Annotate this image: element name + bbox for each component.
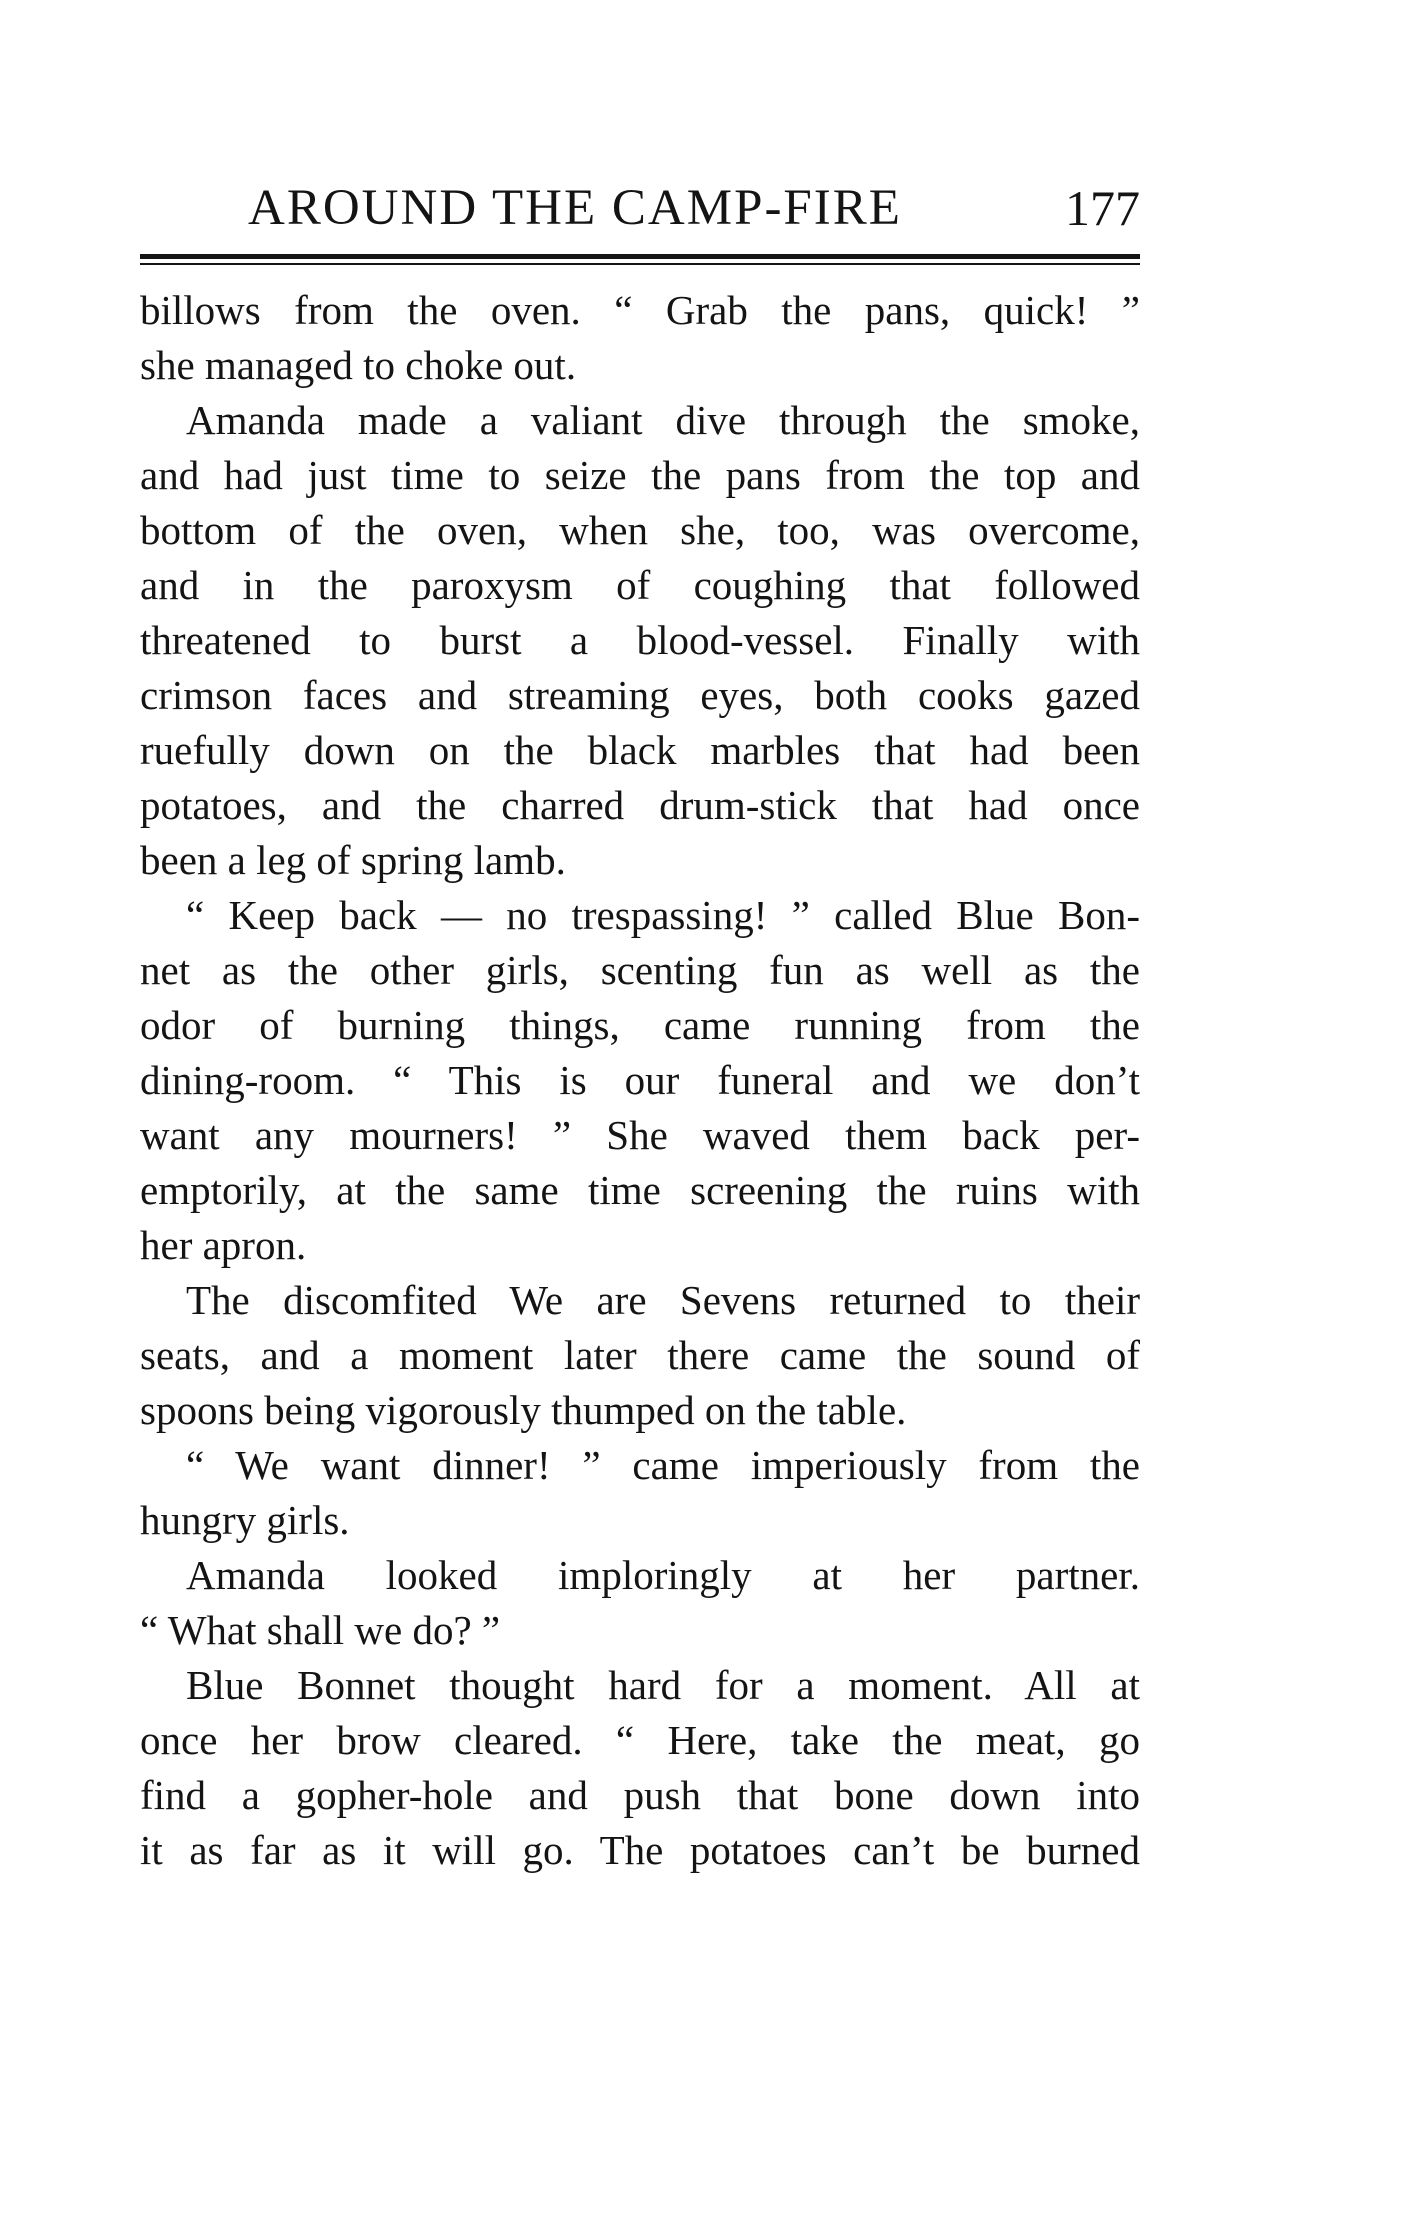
text-line: dining-room. “ This is our funeral and we don’t	[140, 1057, 1140, 1103]
text-line: crimson faces and streaming eyes, both cooks gazed	[140, 672, 1140, 718]
text-line: hungry girls.	[140, 1497, 350, 1543]
text-line: ruefully down on the black marbles that had been	[140, 727, 1140, 773]
running-header	[140, 178, 1140, 238]
text-line: The discomfited We are Sevens returned to their	[186, 1277, 1140, 1323]
text-line: it as far as it will go. The potatoes can’t be burned	[140, 1827, 1140, 1873]
text-line: threatened to burst a blood-vessel. Finally with	[140, 617, 1140, 663]
text-line: and in the paroxysm of coughing that followed	[140, 562, 1140, 608]
text-line: and had just time to seize the pans from the top and	[140, 452, 1140, 498]
text-line: her apron.	[140, 1222, 307, 1268]
body-text	[140, 283, 1140, 1878]
text-line: Blue Bonnet thought hard for a moment. All at	[186, 1662, 1140, 1708]
header-rule-thin	[140, 263, 1140, 265]
text-line: she managed to choke out.	[140, 342, 577, 388]
text-line: seats, and a moment later there came the sound of	[140, 1332, 1140, 1378]
text-line: once her brow cleared. “ Here, take the meat, go	[140, 1717, 1140, 1763]
text-line: potatoes, and the charred drum-stick that had once	[140, 782, 1140, 828]
text-line: bottom of the oven, when she, too, was overcome,	[140, 507, 1140, 553]
text-line: emptorily, at the same time screening the ruins with	[140, 1167, 1140, 1213]
text-line: “ What shall we do? ”	[140, 1607, 501, 1653]
text-line: “ Keep back — no trespassing! ” called Blue Bon-	[186, 892, 1140, 938]
text-line: odor of burning things, came running from the	[140, 1002, 1140, 1048]
text-line: Amanda looked imploringly at her partner.	[186, 1552, 1140, 1598]
text-line: “ We want dinner! ” came imperiously from the	[186, 1442, 1140, 1488]
text-line: want any mourners! ” She waved them back per-	[140, 1112, 1140, 1158]
text-line: find a gopher-hole and push that bone down into	[140, 1772, 1140, 1818]
text-line: billows from the oven. “ Grab the pans, quick! ”	[140, 287, 1140, 333]
page-number: 177	[1065, 180, 1140, 236]
text-line: net as the other girls, scenting fun as well as the	[140, 947, 1140, 993]
header-rule-thick	[140, 254, 1140, 259]
text-line: been a leg of spring lamb.	[140, 837, 566, 883]
running-title: AROUND THE CAMP-FIRE	[248, 180, 902, 236]
text-line: spoons being vigorously thumped on the table.	[140, 1387, 907, 1433]
text-line: Amanda made a valiant dive through the smoke,	[186, 397, 1140, 443]
